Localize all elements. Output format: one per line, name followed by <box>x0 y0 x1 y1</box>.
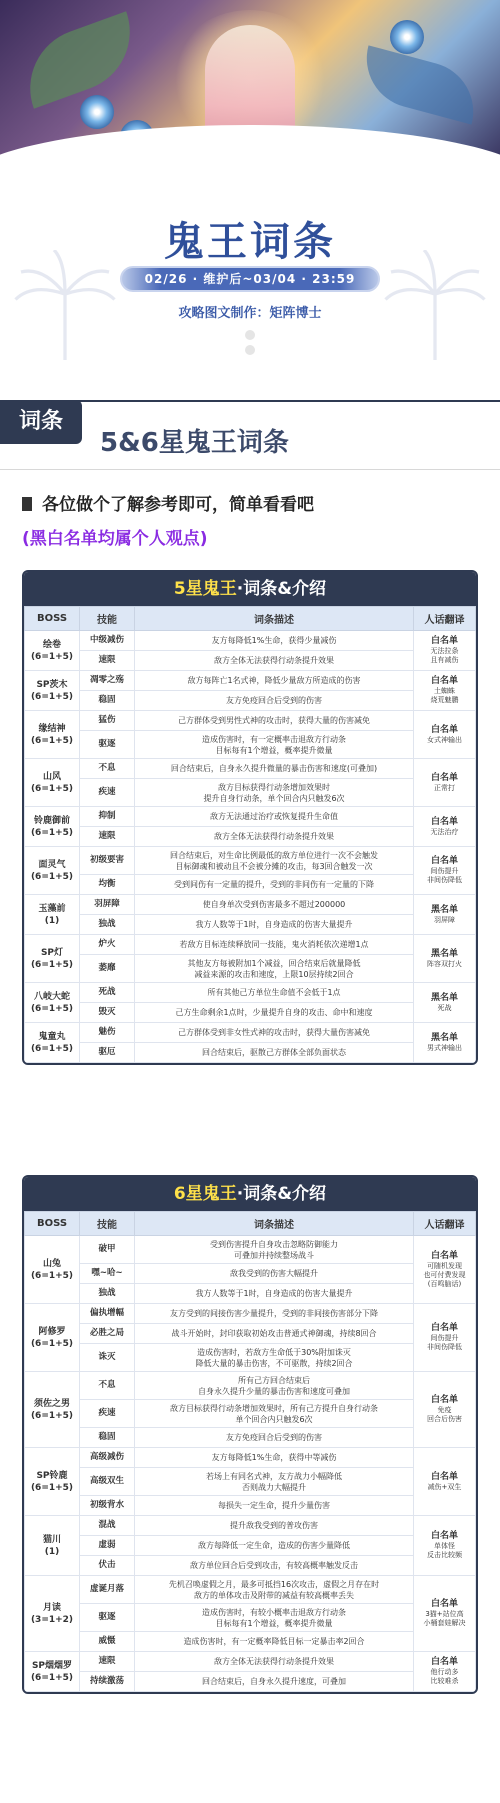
column-header: 技能 <box>80 1212 135 1236</box>
skill-description: 回合结束后，对生命比例最低的敌方单位进行一次不会触发 目标御魂和被动且不会被分摊的攻击，每3回合触发一次 <box>135 847 414 875</box>
verdict-label: 白名单 <box>430 1395 458 1405</box>
verdict-label: 黑名单 <box>430 992 458 1003</box>
verdict-note: 阵容双打火 <box>427 959 462 968</box>
skill-name: 伏击 <box>80 1556 135 1576</box>
card-header-star: 5星鬼王 <box>173 579 237 599</box>
skill-name: 破甲 <box>80 1236 135 1264</box>
skill-name: 猛伤 <box>80 711 135 731</box>
flower-icon <box>390 20 424 54</box>
verdict-cell <box>414 847 476 895</box>
intro-note: (黑白名单均属个人观点) <box>22 529 208 549</box>
verdict-note: 羽屏障 <box>434 915 455 924</box>
table-row <box>25 983 476 1003</box>
verdict-label: 白名单 <box>430 1657 458 1667</box>
banner-leaf <box>13 11 146 108</box>
skill-description: 敌方每阵亡1名式神，降低少量敌方所造成的伤害 <box>135 671 414 691</box>
column-header: BOSS <box>25 607 80 631</box>
boss-name: 阿修罗 (6=1+5) <box>25 1304 80 1372</box>
boss-name: 绘卷 (6=1+5) <box>25 631 80 671</box>
skill-description: 我方人数等于1时，自身造成的伤害大量提升 <box>135 915 414 935</box>
verdict-label: 白名单 <box>430 1599 458 1609</box>
boss-name: 鬼童丸 (6=1+5) <box>25 1023 80 1063</box>
skill-description: 己方群体受到男性式神的攻击时，获得大量的伤害减免 <box>135 711 414 731</box>
verdict-cell <box>414 1304 476 1372</box>
table-row <box>25 759 476 779</box>
table-row <box>25 1496 476 1516</box>
verdict-label: 白名单 <box>430 676 458 686</box>
skill-name: 抑制 <box>80 807 135 827</box>
verdict-cell <box>414 895 476 935</box>
skill-name: 驱逐 <box>80 1604 135 1632</box>
skill-name: 疾速 <box>80 779 135 807</box>
table-row <box>25 1324 476 1344</box>
banner-leaf <box>356 45 485 124</box>
dots-decoration <box>235 330 265 370</box>
skill-description: 造成伤害时，有一定概率击退敌方行动条 目标每有1个增益，概率提升微量 <box>135 731 414 759</box>
verdict-label: 白名单 <box>430 1531 458 1541</box>
card-header-star: 6星鬼王 <box>173 1184 237 1204</box>
verdict-note: 土蜘蛛 烧荒魅鹏 <box>430 687 459 704</box>
bullet-square-icon <box>22 497 32 511</box>
skill-description: 己方生命剩余1点时，少量提升自身的攻击、命中和速度 <box>135 1003 414 1023</box>
skill-name: 高级减伤 <box>80 1448 135 1468</box>
skill-name: 稳固 <box>80 1428 135 1448</box>
table-row <box>25 1516 476 1536</box>
table-row <box>25 1344 476 1372</box>
verdict-note: 间伤提升 非间伤降低 <box>427 867 462 884</box>
skill-description: 先机召唤虚假之月，最多可抵挡16次攻击，虚假之月存在时 敌方的单体攻击及附带的减益有较高概率丢失 <box>135 1576 414 1604</box>
boss-name: SP铃鹿 (6=1+5) <box>25 1448 80 1516</box>
table-row <box>25 915 476 935</box>
skill-description: 回合结束后，自身永久提升微量的暴击伤害和速度(可叠加) <box>135 759 414 779</box>
skill-description: 所有己方回合结束后 自身永久提升少量的暴击伤害和速度可叠加 <box>135 1372 414 1400</box>
table-row <box>25 807 476 827</box>
five-star-card-header <box>24 572 476 606</box>
skill-description: 造成伤害时，若敌方生命低于30%附加诛灭 降低大量的暴击伤害，不可驱散，持续2回合 <box>135 1344 414 1372</box>
verdict-label: 白名单 <box>430 772 458 783</box>
skill-name: 疾速 <box>80 1400 135 1428</box>
skill-description: 敌方目标获得行动条增加效果时，所有己方提升自身行动条 单个回合内只触发6次 <box>135 1400 414 1428</box>
skill-description: 若敌方目标连续释放同一技能，鬼火消耗依次递增1点 <box>135 935 414 955</box>
skill-description: 友方每降低1%生命，获得少量减伤 <box>135 631 414 651</box>
table-row <box>25 1556 476 1576</box>
table-row <box>25 1236 476 1264</box>
skill-description: 战斗开始时，封印获取初始攻击普通式神御魂，持续8回合 <box>135 1324 414 1344</box>
skill-description: 友方免疫回合后受到的伤害 <box>135 691 414 711</box>
table-row <box>25 731 476 759</box>
boss-name: 须佐之男 (6=1+5) <box>25 1372 80 1448</box>
verdict-note: 无法拉条 且有减伤 <box>430 647 459 664</box>
six-star-table <box>24 1211 476 1692</box>
skill-name: 必胜之局 <box>80 1324 135 1344</box>
verdict-note: 死战 <box>437 1003 452 1012</box>
skill-name: 稳固 <box>80 691 135 711</box>
verdict-note: 男式神输出 <box>427 1043 462 1052</box>
skill-name: 初级要害 <box>80 847 135 875</box>
skill-name: 初级背水 <box>80 1496 135 1516</box>
verdict-cell <box>414 1652 476 1692</box>
table-row <box>25 1304 476 1324</box>
table-row <box>25 955 476 983</box>
boss-name: 玉藻前 (1) <box>25 895 80 935</box>
verdict-cell <box>414 1023 476 1063</box>
skill-name: 持续激荡 <box>80 1672 135 1692</box>
verdict-note: 单体怪 反击比较频 <box>427 1542 462 1559</box>
skill-name: 死战 <box>80 983 135 1003</box>
skill-name: 炉火 <box>80 935 135 955</box>
verdict-label: 白名单 <box>430 724 458 735</box>
table-row <box>25 1264 476 1284</box>
table-row <box>25 875 476 895</box>
skill-description: 我方人数等于1时，自身造成的伤害大量提升 <box>135 1284 414 1304</box>
boss-name: 山兔 (6=1+5) <box>25 1236 80 1304</box>
verdict-note: 减伤+双生 <box>427 1482 462 1491</box>
skill-description: 每损失一定生命，提升少量伤害 <box>135 1496 414 1516</box>
skill-description: 回合结束后，驱散己方群体全部负面状态 <box>135 1043 414 1063</box>
verdict-note: 他行动多 比较难杀 <box>430 1668 459 1685</box>
boss-name: SP灯 (6=1+5) <box>25 935 80 983</box>
header-banner <box>0 0 500 160</box>
table-row <box>25 827 476 847</box>
skill-name: 毁灭 <box>80 1003 135 1023</box>
section-title: 5&6星鬼王词条 <box>100 428 289 458</box>
table-row <box>25 1023 476 1043</box>
verdict-note: 间伤提升 非间伤降低 <box>427 1334 462 1351</box>
skill-name: 偏执增幅 <box>80 1304 135 1324</box>
boss-name: SP烟烟罗 (6=1+5) <box>25 1652 80 1692</box>
skill-description: 回合结束后，自身永久提升速度，可叠加 <box>135 1672 414 1692</box>
skill-description: 友方免疫回合后受到的伤害 <box>135 1428 414 1448</box>
boss-name: 缘结神 (6=1+5) <box>25 711 80 759</box>
verdict-cell <box>414 807 476 847</box>
skill-description: 敌方全体无法获得行动条提升效果 <box>135 1652 414 1672</box>
table-row <box>25 1604 476 1632</box>
verdict-note: 可随机发现 也可付费发现 (百鸣脑话) <box>423 1261 466 1288</box>
page-title: 鬼王词条 <box>164 219 336 265</box>
boss-name: 八岐大蛇 (6=1+5) <box>25 983 80 1023</box>
skill-name: 速限 <box>80 651 135 671</box>
table-row <box>25 935 476 955</box>
table-row <box>25 1652 476 1672</box>
table-row <box>25 671 476 691</box>
column-header: 人话翻译 <box>414 607 476 631</box>
skill-name: 高级双生 <box>80 1468 135 1496</box>
table-row <box>25 1003 476 1023</box>
verdict-cell <box>414 711 476 759</box>
skill-description: 提升敌我受到的普攻伤害 <box>135 1516 414 1536</box>
skill-description: 友方每降低1%生命，获得中等减伤 <box>135 1448 414 1468</box>
date-range-ribbon: 02/26 · 维护后~03/04 · 23:59 <box>120 266 380 292</box>
card-header-rest: ·词条&介绍 <box>236 1184 327 1204</box>
verdict-label: 黑名单 <box>430 1032 458 1043</box>
skill-name: 驱厄 <box>80 1043 135 1063</box>
verdict-label: 白名单 <box>430 1323 458 1333</box>
skill-description: 敌方全体无法获得行动条提升效果 <box>135 651 414 671</box>
section-tab: 词条 <box>0 400 82 444</box>
table-row <box>25 1672 476 1692</box>
column-header: 人话翻译 <box>414 1212 476 1236</box>
banner-curve <box>0 125 500 160</box>
skill-name: 驱逐 <box>80 731 135 759</box>
five-star-table-body <box>25 631 476 1063</box>
five-star-table <box>24 606 476 1063</box>
skill-name: 速限 <box>80 827 135 847</box>
skill-description: 其他友方每被附加1个减益，回合结束后就量降低 减益来源的攻击和速度，上限10层持续2回合 <box>135 955 414 983</box>
verdict-cell <box>414 1236 476 1304</box>
skill-name: 威慑 <box>80 1632 135 1652</box>
skill-description: 敌方每降低一定生命，造成的伤害少量降低 <box>135 1536 414 1556</box>
skill-name: 羽屏障 <box>80 895 135 915</box>
table-row <box>25 651 476 671</box>
table-row <box>25 711 476 731</box>
boss-name: 铃鹿御前 (6=1+5) <box>25 807 80 847</box>
skill-name: 速限 <box>80 1652 135 1672</box>
skill-description: 所有其他己方单位生命值不会低于1点 <box>135 983 414 1003</box>
table-row <box>25 1428 476 1448</box>
skill-name: 不息 <box>80 1372 135 1400</box>
verdict-cell <box>414 759 476 807</box>
verdict-cell <box>414 631 476 671</box>
skill-name: 独战 <box>80 915 135 935</box>
skill-description: 敌方单位回合后受到攻击，有较高概率触发反击 <box>135 1556 414 1576</box>
table-row <box>25 895 476 915</box>
verdict-label: 白名单 <box>430 816 458 827</box>
skill-description: 己方群体受到非女性式神的攻击时，获得大量伤害减免 <box>135 1023 414 1043</box>
verdict-label: 黑名单 <box>430 904 458 915</box>
verdict-note: 免疫 回合后伤害 <box>427 1406 462 1423</box>
card-header-rest: ·词条&介绍 <box>236 579 327 599</box>
table-row <box>25 779 476 807</box>
verdict-cell <box>414 1448 476 1516</box>
five-star-card <box>22 570 478 1065</box>
skill-description: 受到间伤有一定量的提升，受到的非间伤有一定量的下降 <box>135 875 414 895</box>
table-row <box>25 1468 476 1496</box>
six-star-card-header <box>24 1177 476 1211</box>
skill-description: 受到伤害提升自身攻击忽略防御能力 可叠加并持续整场战斗 <box>135 1236 414 1264</box>
skill-description: 敌方全体无法获得行动条提升效果 <box>135 827 414 847</box>
verdict-cell <box>414 1516 476 1576</box>
verdict-note: 女式神输出 <box>427 735 462 744</box>
table-row <box>25 631 476 651</box>
verdict-label: 白名单 <box>430 636 458 646</box>
skill-description: 友方受到的间接伤害少量提升，受到的非间接伤害部分下降 <box>135 1304 414 1324</box>
boss-name: 面灵气 (6=1+5) <box>25 847 80 895</box>
verdict-cell <box>414 935 476 983</box>
credit-line: 攻略图文制作：矩阵博士 <box>178 306 322 321</box>
flower-icon <box>80 95 114 129</box>
table-row <box>25 1400 476 1428</box>
skill-name: 不息 <box>80 759 135 779</box>
skill-name: 虚弱 <box>80 1536 135 1556</box>
table-row <box>25 1632 476 1652</box>
boss-name: 山风 (6=1+5) <box>25 759 80 807</box>
verdict-label: 白名单 <box>430 1471 458 1482</box>
table-row <box>25 847 476 875</box>
boss-name: 猫川 (1) <box>25 1516 80 1576</box>
verdict-note: 正常打 <box>434 783 455 792</box>
verdict-note: 无法治疗 <box>430 827 459 836</box>
column-header: 词条描述 <box>135 1212 414 1236</box>
six-star-table-body <box>25 1236 476 1692</box>
skill-description: 若场上有同名式神，友方战力小幅降低 否则战力大幅提升 <box>135 1468 414 1496</box>
table-row <box>25 1043 476 1063</box>
verdict-cell <box>414 1372 476 1448</box>
skill-description: 敌我受到的伤害大幅提升 <box>135 1264 414 1284</box>
column-header: BOSS <box>25 1212 80 1236</box>
skill-description: 敌方目标获得行动条增加效果时 提升自身行动条，单个回合内只触发6次 <box>135 779 414 807</box>
verdict-label: 白名单 <box>430 856 458 866</box>
intro-line <box>22 490 314 515</box>
skill-name: 诛灭 <box>80 1344 135 1372</box>
skill-name: 中级减伤 <box>80 631 135 651</box>
skill-description: 使自身单次受到伤害最多不超过200000 <box>135 895 414 915</box>
boss-name: SP茨木 (6=1+5) <box>25 671 80 711</box>
verdict-label: 白名单 <box>430 1250 458 1261</box>
verdict-note: 3猫+站位高 小桶套娃解决 <box>423 1610 466 1627</box>
verdict-cell <box>414 671 476 711</box>
skill-description: 造成伤害时，有较小概率击退敌方行动条 目标每有1个增益，概率提升微量 <box>135 1604 414 1632</box>
skill-name: 独战 <box>80 1284 135 1304</box>
table-row <box>25 1448 476 1468</box>
intro-text: 各位做个了解参考即可，简单看看吧 <box>42 495 314 515</box>
skill-name: 萎靡 <box>80 955 135 983</box>
skill-name: 混战 <box>80 1516 135 1536</box>
column-header: 技能 <box>80 607 135 631</box>
six-star-card <box>22 1175 478 1694</box>
skill-description: 敌方无法通过治疗或恢复提升生命值 <box>135 807 414 827</box>
column-header: 词条描述 <box>135 607 414 631</box>
verdict-cell <box>414 1576 476 1652</box>
table-row <box>25 691 476 711</box>
skill-name: 均衡 <box>80 875 135 895</box>
skill-description: 造成伤害时，有一定概率降低目标一定暴击率2回合 <box>135 1632 414 1652</box>
table-row <box>25 1284 476 1304</box>
boss-name: 月读 (3=1+2) <box>25 1576 80 1652</box>
skill-name: 凋零之殇 <box>80 671 135 691</box>
skill-name: 嘿~哈~ <box>80 1264 135 1284</box>
verdict-label: 黑名单 <box>430 948 458 959</box>
table-row <box>25 1372 476 1400</box>
verdict-cell <box>414 983 476 1023</box>
skill-name: 魅伤 <box>80 1023 135 1043</box>
table-row <box>25 1576 476 1604</box>
table-row <box>25 1536 476 1556</box>
skill-name: 虚诞月落 <box>80 1576 135 1604</box>
